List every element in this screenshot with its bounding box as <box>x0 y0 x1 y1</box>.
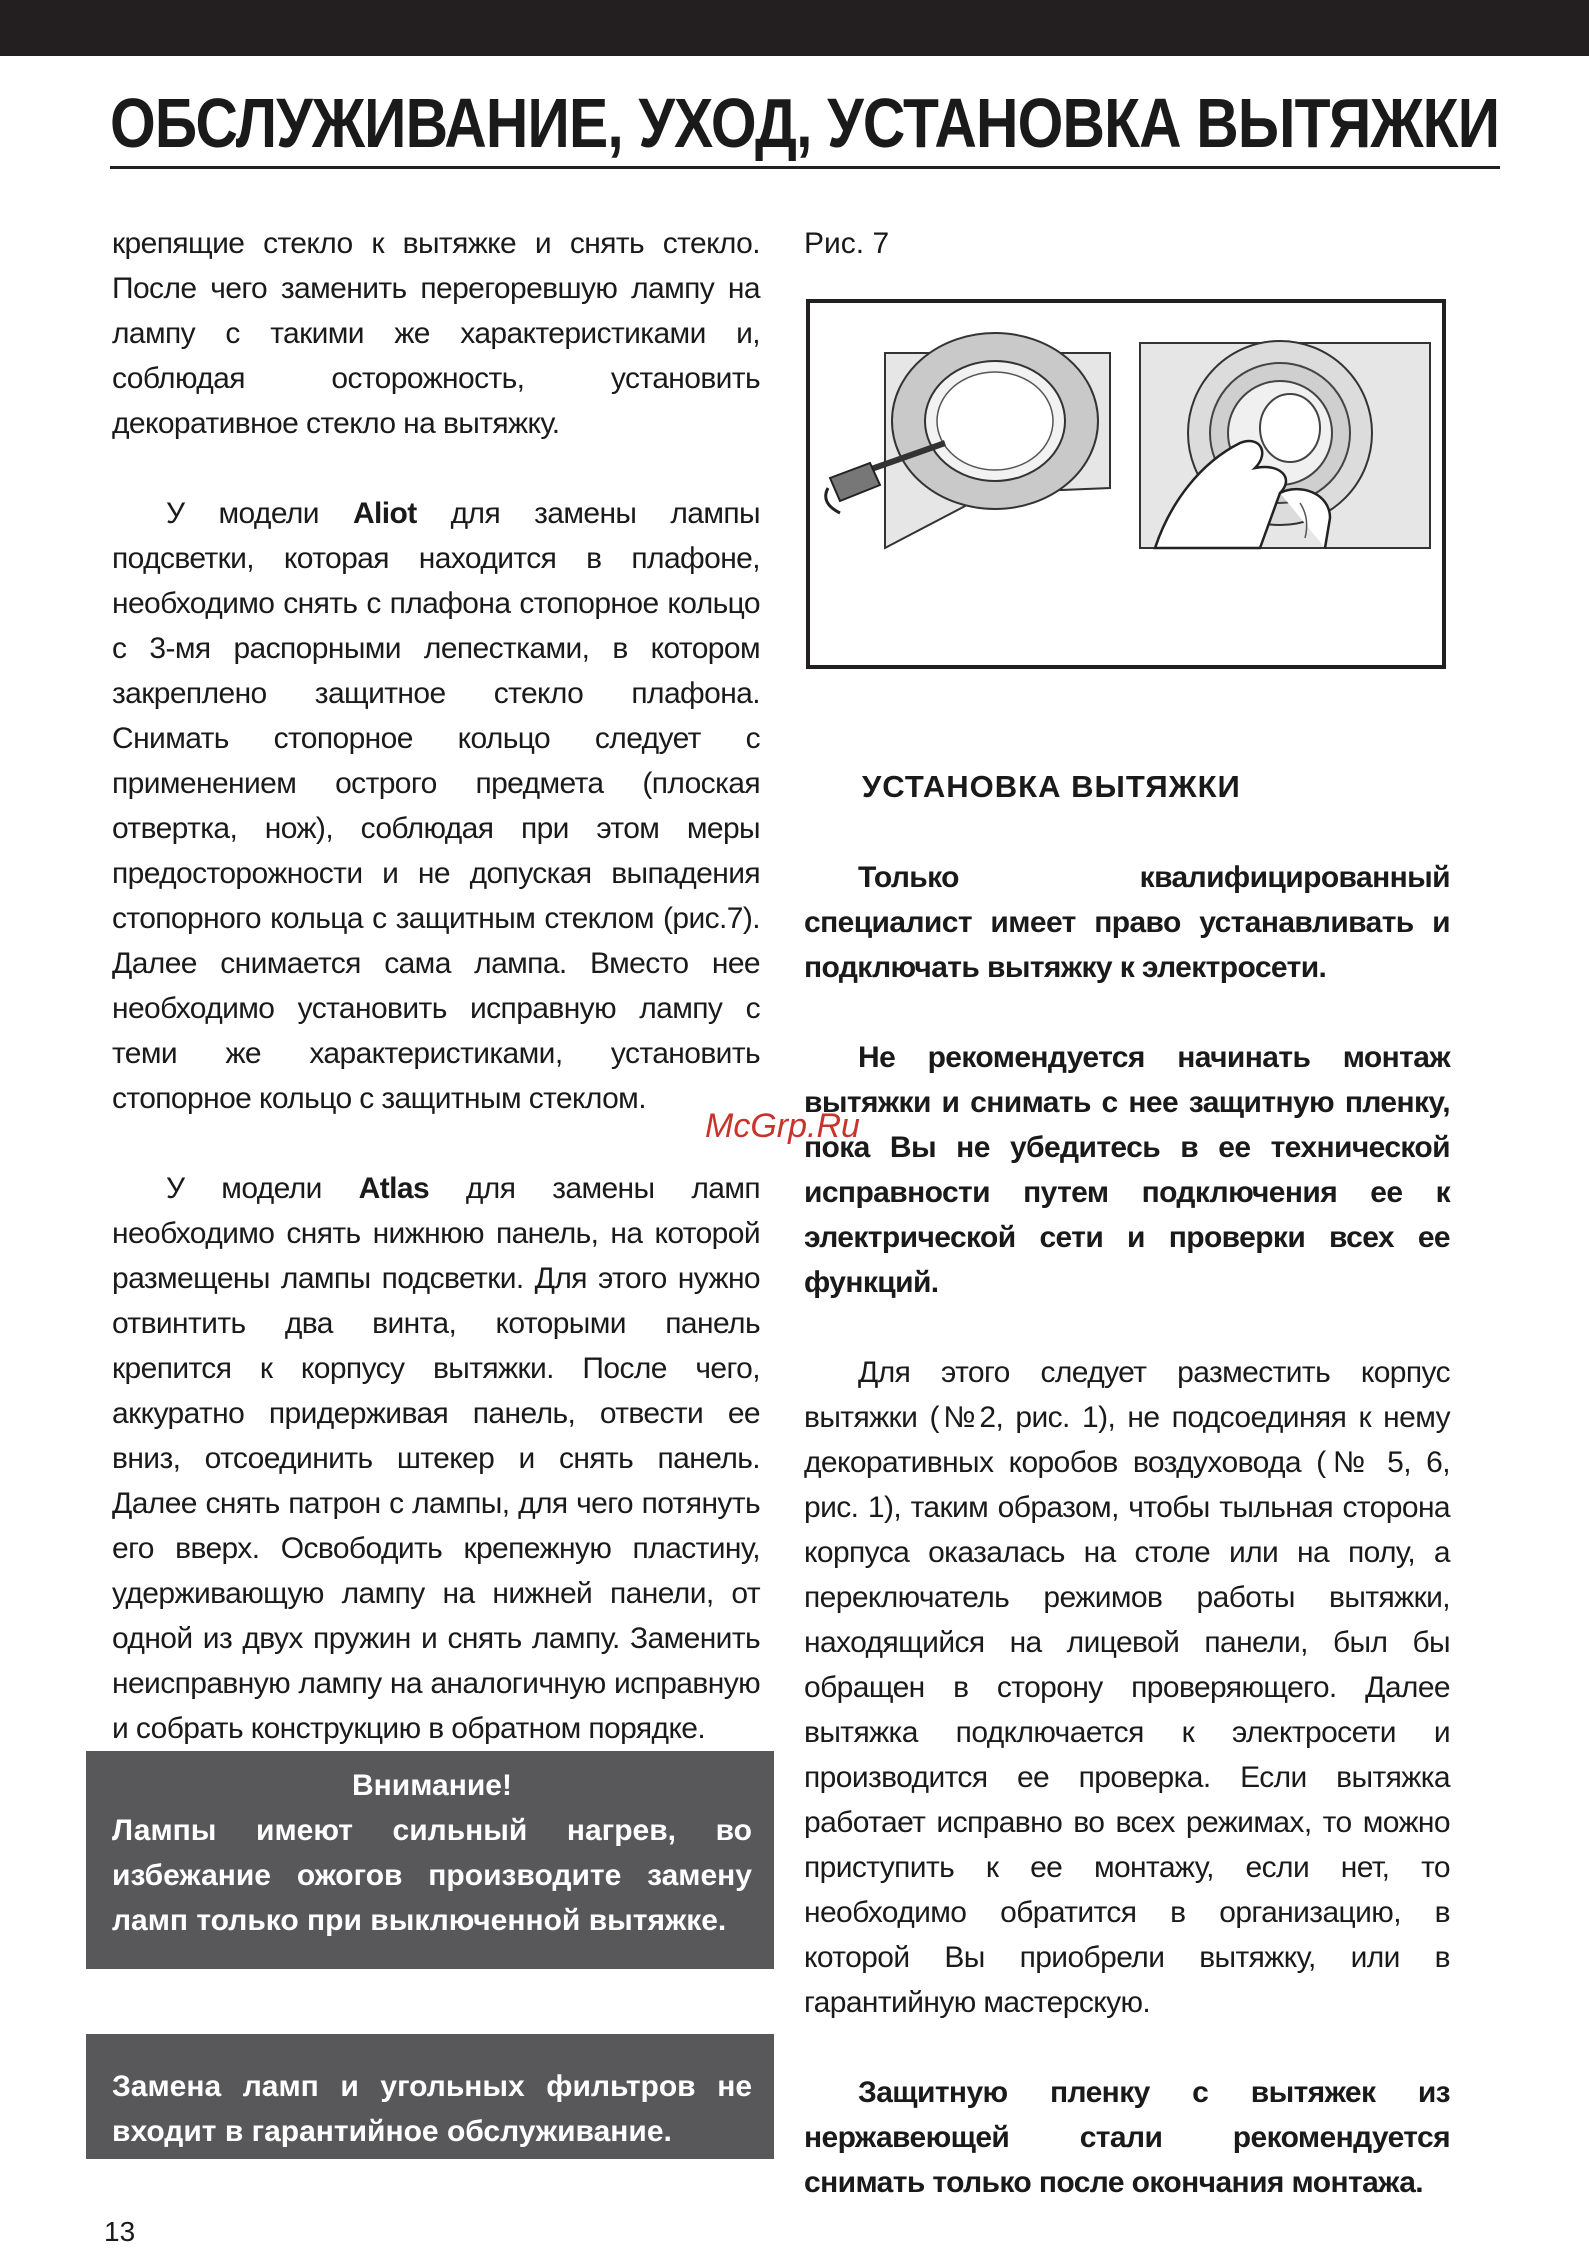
model-name-aliot: Aliot <box>352 497 417 530</box>
warning-title: Внимание! <box>352 1769 512 1802</box>
warning-text: Лампы имеют сильный нагрев, во избежание ожогов производите замену ламп только при выключенной вытяжке. <box>112 1814 752 1937</box>
lamp-replacement-illustration <box>810 303 1442 665</box>
paragraph-aliot: У модели Aliot для замены лампы подсветки, которая находится в плафоне, необходимо снять с плафона стопорное кольцо с 3-мя распорными лепестками, в котором закреплено защитное стекло плафона. Снимать стопорное кольцо следует с применением острого предмета (плоская отвертка, нож), соблюдая при этом меры предосторожности и не допуская выпадения стопорного кольца с защитным стеклом (рис.7). Далее снимается сама лампа. Вместо нее необходимо установить исправную лампу с теми же характеристиками, установить стопорное кольцо с защитным стеклом. <box>112 497 761 1115</box>
top-bar <box>0 0 1589 56</box>
page-title: ОБСЛУЖИВАНИЕ, УХОД, УСТАНОВКА ВЫТЯЖКИ <box>110 84 1500 162</box>
page-number: 13 <box>104 2216 136 2247</box>
title-underline <box>110 166 1500 169</box>
warranty-note-box <box>86 2034 774 2159</box>
qualified-specialist-note: Только квалифицированный специалист имеет право устанавливать и подключать вытяжку к электросети. <box>804 861 1450 984</box>
watermark: McGrp.Ru <box>705 1107 860 1145</box>
testing-before-installation-note: Не рекомендуется начинать монтаж вытяжки и снимать с нее защитную пленку, пока Вы не убедитесь в ее технической исправности путем подключения ее к электрической сети и проверки всех ее функций. <box>804 1041 1450 1299</box>
paragraph-testing-procedure: Для этого следует разместить корпус вытяжки (№2, рис. 1), не подсоединяя к нему декоративных коробов воздуховода (№ 5, 6, рис. 1), таким образом, чтобы тыльная сторона корпуса оказалась на столе или на полу, а переключатель режимов работы вытяжки, находящийся на лицевой панели, был бы обращен в сторону проверяющего. Далее вытяжка подключается к электросети и производится ее проверка. Если вытяжка работает исправно во всех режимах, то можно приступить к ее монтажу, если нет, то необходимо обратится в организацию, в которой Вы приобрели вытяжку, или в гарантийную мастерскую. <box>804 1356 1450 2019</box>
right-column <box>804 855 1450 2205</box>
model-name-atlas: Atlas <box>358 1172 430 1205</box>
left-column <box>112 221 760 1751</box>
paragraph-glass-removal: крепящие стекло к вытяжке и снять стекло. После чего заменить перегоревшую лампу на лампу с такими же характеристиками и, соблюдая осторожность, установить декоративное стекло на вытяжку. <box>112 227 760 440</box>
paragraph-atlas: У модели Atlas для замены ламп необходимо снять нижнюю панель, на которой размещены лампы подсветки. Для этого нужно отвинтить два винта, которыми панель крепится к корпусу вытяжки. После чего, аккуратно придерживая панель, отвести ее вниз, отсоединить штекер и снять панель. Далее снять патрон с лампы, для чего потянуть его вверх. Освободить крепежную пластину, удерживающую лампу на нижней панели, от одной из двух пружин и снять лампу. Заменить неисправную лампу на аналогичную исправную и собрать конструкцию в обратном порядке. <box>112 1172 760 1745</box>
warranty-note-text: Замена ламп и угольных фильтров не входит в гарантийное обслуживание. <box>112 2070 752 2148</box>
figure-caption: Рис. 7 <box>804 227 890 260</box>
section-heading-installation: УСТАНОВКА ВЫТЯЖКИ <box>862 769 1241 804</box>
protective-film-note: Защитную пленку с вытяжек из нержавеющей стали рекомендуется снимать только после окончания монтажа. <box>804 2076 1450 2199</box>
warning-box <box>86 1751 774 1969</box>
figure-lamp-replacement <box>806 299 1446 669</box>
